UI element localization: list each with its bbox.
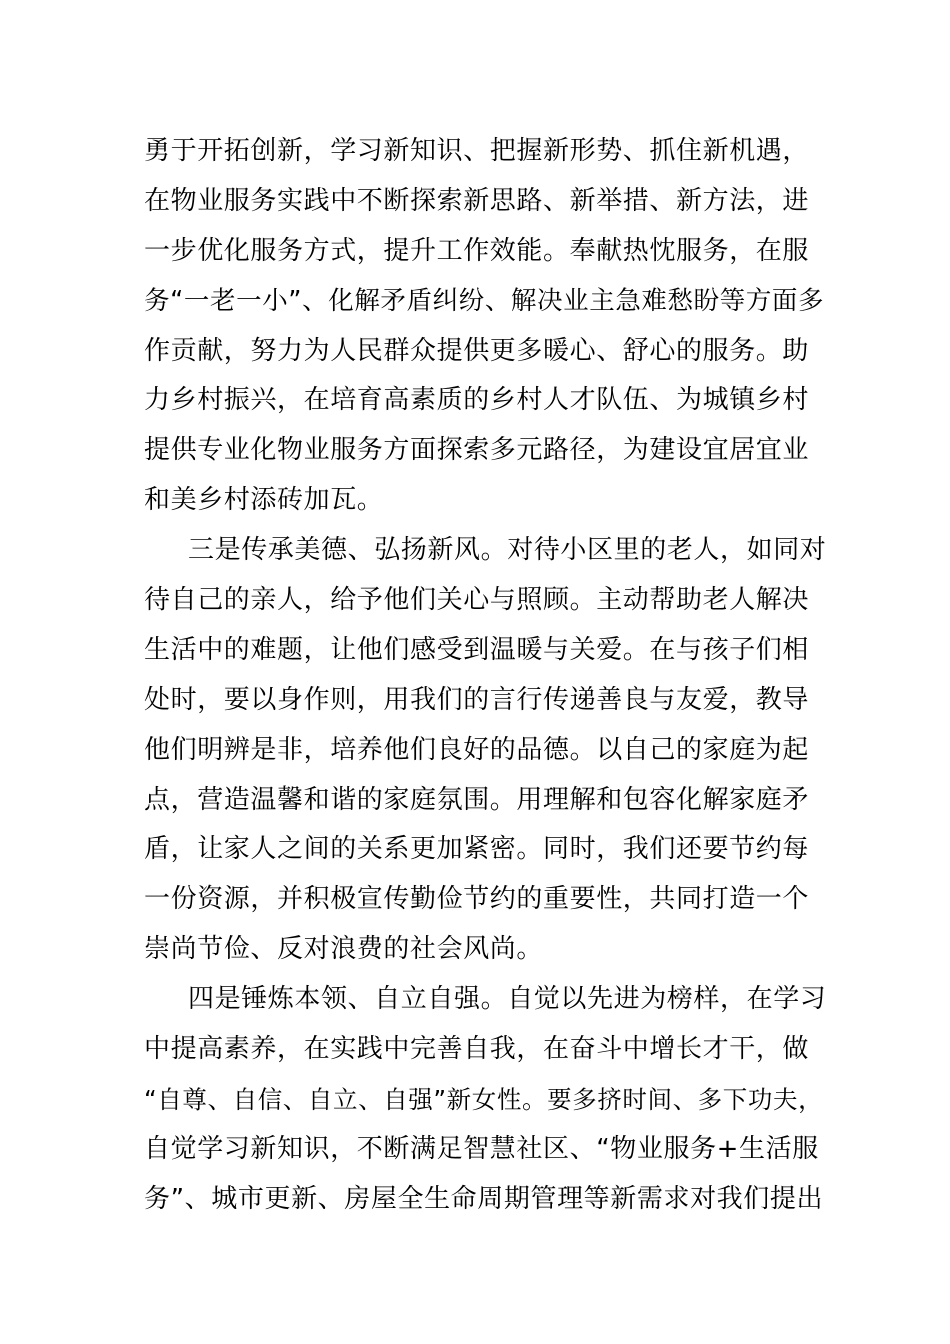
text-line: 务“一老一小”、化解矛盾纠纷、解决业主急难愁盼等方面多 <box>144 285 825 316</box>
text-line: 生活中的难题，让他们感受到温暖与关爱。在与孩子们相 <box>144 634 810 665</box>
text-line: 待自己的亲人，给予他们关心与照顾。主动帮助老人解决 <box>144 585 810 616</box>
text-line: 提供专业化物业服务方面探索多元路径，为建设宜居宜业 <box>144 435 810 466</box>
text-line: 和美乡村添砖加瓦。 <box>144 485 384 516</box>
text-line: 力乡村振兴，在培育高素质的乡村人才队伍、为城镇乡村 <box>144 385 810 416</box>
text-line: 他们明辨是非，培养他们良好的品德。以自己的家庭为起 <box>144 734 810 765</box>
text-line: 点，营造温馨和谐的家庭氛围。用理解和包容化解家庭矛 <box>144 784 810 815</box>
text-line: 一份资源，并积极宣传勤俭节约的重要性，共同打造一个 <box>144 884 810 915</box>
text-line: 务”、城市更新、房屋全生命周期管理等新需求对我们提出 <box>144 1183 824 1214</box>
text-line: 中提高素养，在实践中完善自我，在奋斗中增长才干，做 <box>144 1034 810 1065</box>
paragraph-start-line: 三是传承美德、弘扬新风。对待小区里的老人，如同对 <box>188 535 827 566</box>
text-line: 作贡献，努力为人民群众提供更多暖心、舒心的服务。助 <box>144 335 810 366</box>
text-line: 在物业服务实践中不断探索新思路、新举措、新方法，进 <box>144 185 810 216</box>
body-text <box>144 127 834 1225</box>
text-line: 处时，要以身作则，用我们的言行传递善良与友爱，教导 <box>144 684 810 715</box>
text-line: 崇尚节俭、反对浪费的社会风尚。 <box>144 934 544 965</box>
text-line: “自尊、自信、自立、自强”新女性。要多挤时间、多下功夫， <box>144 1084 824 1114</box>
text-line: 勇于开拓创新，学习新知识、把握新形势、抓住新机遇， <box>144 136 810 166</box>
text-line: 一步优化服务方式，提升工作效能。奉献热忱服务，在服 <box>144 235 810 266</box>
text-line: 盾，让家人之间的关系更加紧密。同时，我们还要节约每 <box>144 834 810 865</box>
paragraph-start-line: 四是锤炼本领、自立自强。自觉以先进为榜样，在学习 <box>188 984 827 1015</box>
text-line: 自觉学习新知识，不断满足智慧社区、“物业服务+生活服 <box>144 1133 819 1164</box>
